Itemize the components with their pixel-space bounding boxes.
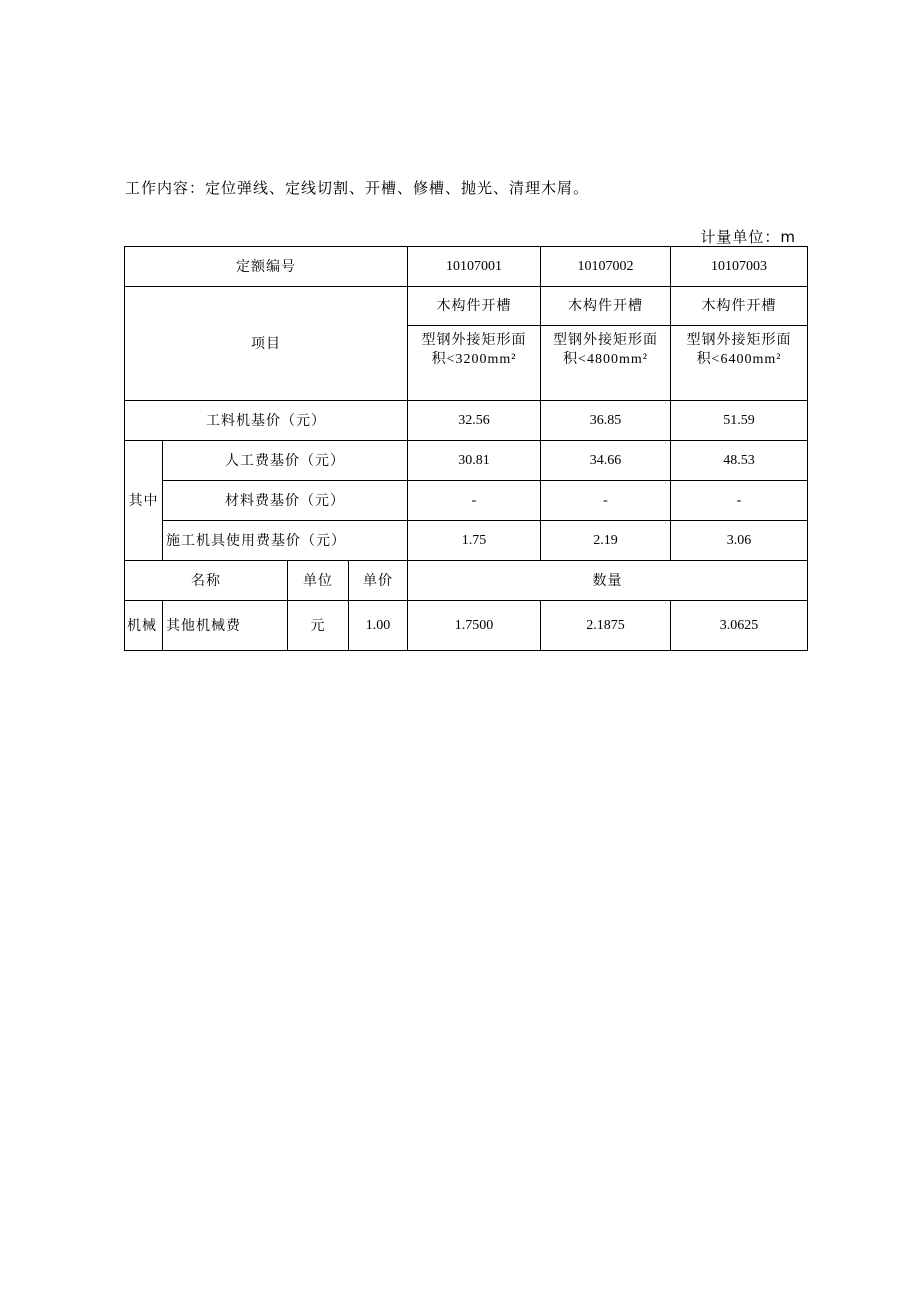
material-label: 材料费基价（元）: [163, 481, 408, 521]
work-content: 工作内容：定位弹线、定线切割、开槽、修槽、抛光、清理木屑。: [125, 179, 590, 197]
item-name-row: [125, 287, 808, 326]
code-2: 10107002: [541, 247, 671, 287]
machine-label: 施工机具使用费基价（元）: [163, 521, 408, 561]
labor-3: 48.53: [671, 441, 808, 481]
code-row: [125, 247, 808, 287]
column-header-row: [125, 561, 808, 601]
col-unit-price: 单价: [349, 561, 408, 601]
code-1: 10107001: [408, 247, 541, 287]
base-price-3: 51.59: [671, 401, 808, 441]
item-label: 项目: [125, 287, 408, 401]
category-label: 机械: [125, 601, 163, 651]
material-2: -: [541, 481, 671, 521]
base-price-2: 36.85: [541, 401, 671, 441]
row-quantity-2: 2.1875: [541, 601, 671, 651]
material-1: -: [408, 481, 541, 521]
row-name: 其他机械费: [163, 601, 288, 651]
item-name-3: 木构件开槽: [671, 287, 808, 326]
base-price-row: [125, 401, 808, 441]
row-quantity-3: 3.0625: [671, 601, 808, 651]
labor-row: [125, 441, 808, 481]
measure-unit: 计量单位：m: [700, 228, 796, 246]
among-label: 其中: [125, 441, 163, 561]
base-price-label: 工料机基价（元）: [125, 401, 408, 441]
item-desc-3: 型钢外接矩形面 积<6400mm²: [671, 326, 808, 401]
machine-2: 2.19: [541, 521, 671, 561]
code-3: 10107003: [671, 247, 808, 287]
machine-item-row: [125, 601, 808, 651]
material-3: -: [671, 481, 808, 521]
item-desc-1: 型钢外接矩形面 积<3200mm²: [408, 326, 541, 401]
quota-table: [124, 246, 808, 651]
col-name: 名称: [125, 561, 288, 601]
labor-1: 30.81: [408, 441, 541, 481]
base-price-1: 32.56: [408, 401, 541, 441]
row-quantity-1: 1.7500: [408, 601, 541, 651]
labor-2: 34.66: [541, 441, 671, 481]
row-unit: 元: [288, 601, 349, 651]
labor-label: 人工费基价（元）: [163, 441, 408, 481]
code-label: 定额编号: [125, 247, 408, 287]
item-name-1: 木构件开槽: [408, 287, 541, 326]
col-unit: 单位: [288, 561, 349, 601]
machine-3: 3.06: [671, 521, 808, 561]
row-unit-price: 1.00: [349, 601, 408, 651]
machine-1: 1.75: [408, 521, 541, 561]
item-desc-2: 型钢外接矩形面 积<4800mm²: [541, 326, 671, 401]
col-quantity: 数量: [408, 561, 808, 601]
machine-row: [125, 521, 808, 561]
material-row: [125, 481, 808, 521]
item-name-2: 木构件开槽: [541, 287, 671, 326]
